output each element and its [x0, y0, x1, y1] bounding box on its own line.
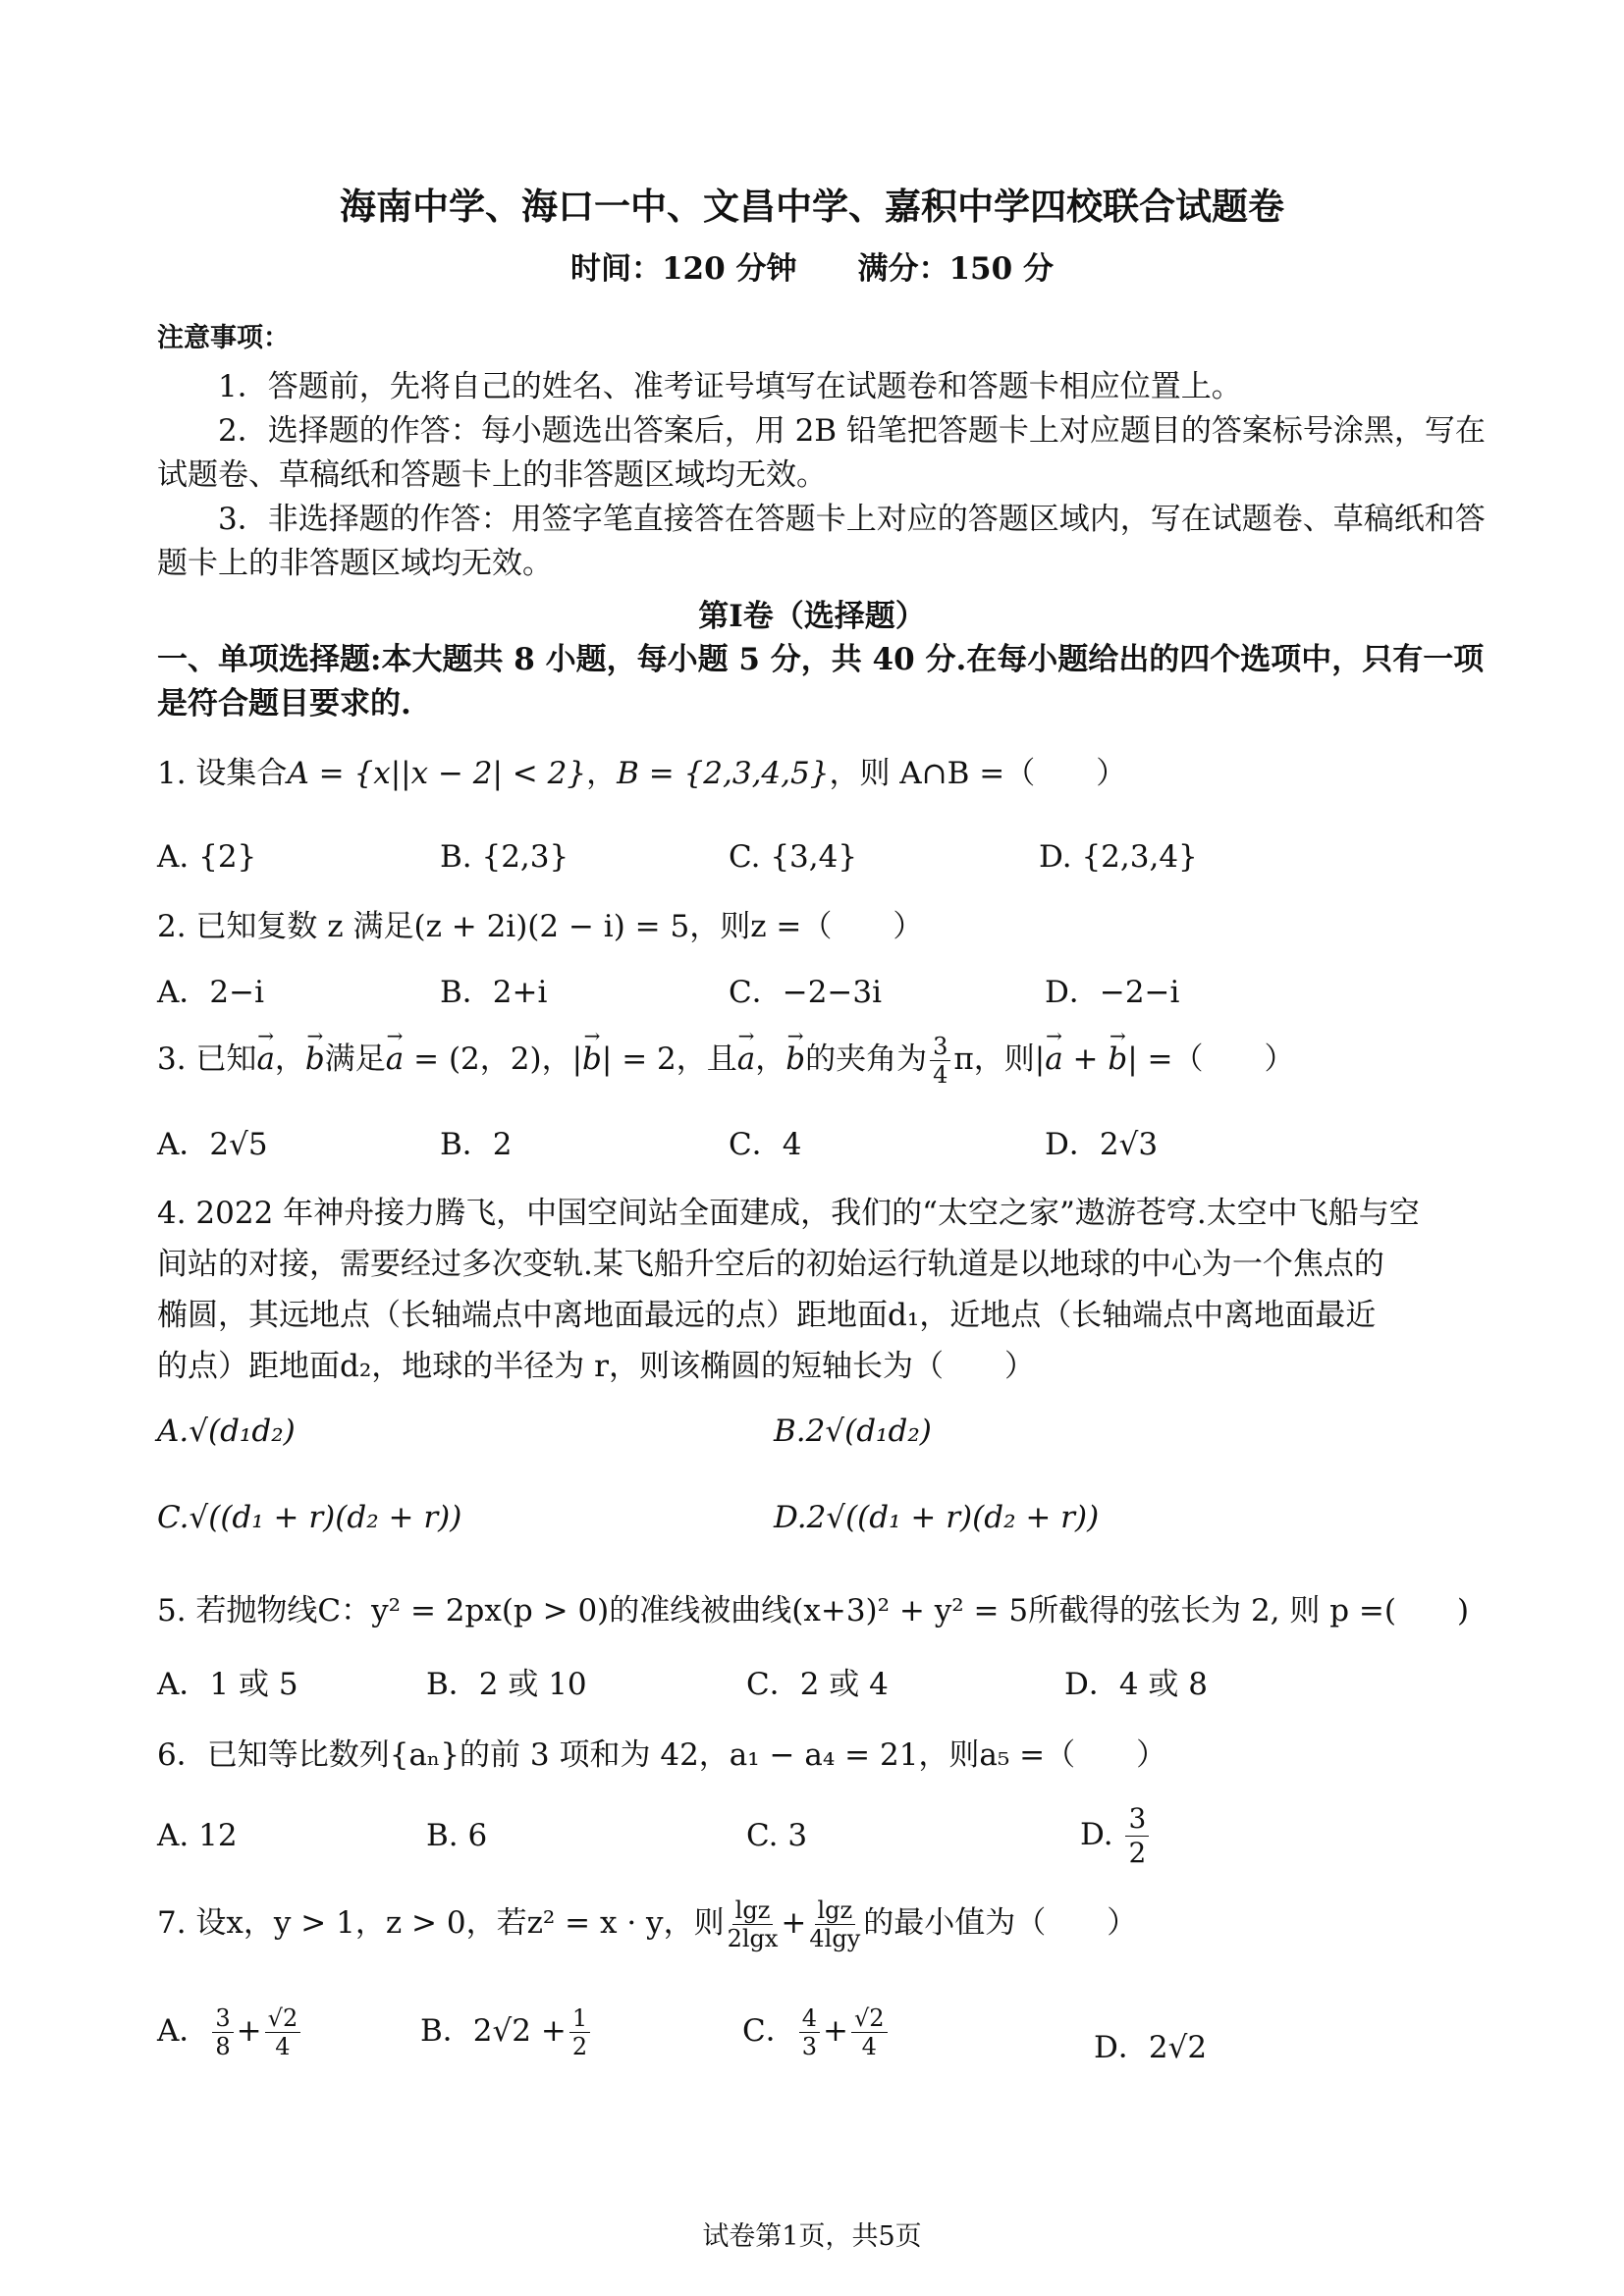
question-1-stem	[157, 748, 1126, 792]
section-title: 第Ⅰ卷（选择题）	[698, 599, 926, 634]
q3-option-c: C．4	[729, 1127, 802, 1162]
q1-set-a: A = {x||x − 2| < 2}	[287, 756, 587, 791]
question-4-line-4: 的点）距地面d₂，地球的半径为 r，则该椭圆的短轴长为（ ）	[157, 1349, 1035, 1384]
q6-option-d-fraction	[1125, 1802, 1149, 1870]
q1-option-a: A. {2}	[157, 839, 257, 875]
q1-option-d: D. {2,3,4}	[1039, 839, 1198, 875]
notice-item-1: 1．答题前，先将自己的姓名、准考证号填写在试题卷和答题卡相应位置上。	[218, 369, 1242, 404]
q3-angle-fraction	[930, 1033, 950, 1089]
q7-a-d2: 4	[275, 2033, 291, 2060]
q7-c-n1: 4	[799, 2004, 820, 2033]
q3-text-c: 的夹角为	[805, 1041, 928, 1077]
q7-a-n2: √2	[265, 2004, 301, 2033]
q7-option-b	[420, 2004, 593, 2060]
q6-option-c: C. 3	[746, 1818, 808, 1853]
q3-vector-a-4: → a	[1045, 1041, 1062, 1077]
q7-a-d1: 8	[215, 2033, 231, 2060]
q7-a-frac-2	[265, 2004, 301, 2060]
q2-option-a: A．2−i	[157, 975, 264, 1010]
q7-b-pre: 2√2 +	[472, 2013, 567, 2049]
q7-f2-num: lgz	[815, 1896, 856, 1925]
q6-d-num: 3	[1125, 1802, 1149, 1837]
q3-vector-a-2: → a	[386, 1041, 404, 1077]
q6-option-b: B. 6	[426, 1818, 488, 1853]
q3-text-d: π，则|	[953, 1041, 1046, 1077]
q3-text-e: | =（ ）	[1127, 1041, 1295, 1077]
q3-frac-den: 4	[933, 1061, 948, 1089]
q6-option-d	[1080, 1802, 1152, 1870]
question-2-stem: 2. 已知复数 z 满足(z + 2i)(2 − i) = 5，则z =（ ）	[157, 909, 924, 944]
q7-option-c: C． $\frac{4}{3}$ + $\frac{√2}{4}$	[742, 2004, 891, 2060]
q2-option-d: D．−2−i	[1045, 975, 1180, 1010]
q3-vector-a: → a	[256, 1041, 274, 1077]
q6-d-den: 2	[1128, 1837, 1147, 1869]
q4-option-d: D.2√((d₁ + r)(d₂ + r))	[774, 1500, 1100, 1535]
q7-a-label: A．	[157, 2013, 210, 2049]
q7-c-d2: 4	[861, 2033, 877, 2060]
q1-ask: ，则 A∩B =（ ）	[829, 756, 1127, 791]
notice-item-2: 2．选择题的作答：每小题选出答案后，用 2B 铅笔把答题卡上对应题目的答案标号涂黑，写在试题卷、草稿纸和答题卡上的非答题区域均无效。	[157, 413, 1486, 493]
q7-c-label: C．	[742, 2013, 796, 2049]
q7-fraction-1	[728, 1896, 779, 1952]
q7-f1-den: 2lgx	[727, 1925, 779, 1952]
q3-option-b: B．2	[440, 1127, 513, 1162]
q7-text-a: 7. 设x，y > 1，z > 0，若z² = x · y，则	[157, 1905, 725, 1941]
q3-frac-num: 3	[930, 1033, 950, 1061]
question-6-stem: 6．已知等比数列{aₙ}的前 3 项和为 42，a₁ − a₄ = 21，则a₅ =（ ）	[157, 1737, 1167, 1773]
q7-b-d: 2	[571, 2033, 588, 2060]
notice-heading: 注意事项：	[157, 323, 290, 353]
question-4-line-3: 椭圆，其远地点（长轴端点中离地面最远的点）距地面d₁，近地点（长轴端点中离地面最近	[157, 1298, 1377, 1333]
question-5-stem: 5. 若抛物线C：y² = 2px(p > 0)的准线被曲线(x+3)² + y² = 5所截得的弦长为 2, 则 p =( )	[157, 1593, 1470, 1629]
notice-item-3: 3．非选择题的作答：用签字笔直接答在答题卡上对应的答题区域内，写在试题卷、草稿纸和答题卡上的非答题区域均无效。	[157, 502, 1486, 581]
question-7-stem	[157, 1896, 1137, 1952]
q3-text-a: 3. 已知	[157, 1041, 257, 1077]
q7-text-b: 的最小值为（ ）	[863, 1905, 1138, 1941]
q5-option-c: C．2 或 4	[746, 1667, 889, 1702]
q3-vector-a-3: → a	[737, 1041, 755, 1077]
q1-set-b: B = {2,3,4,5}	[617, 756, 830, 791]
question-3-stem: 3. 已知→ a，→ b满足→ a = (2，2)，|→ b| = 2，且→ a，→ b的夹角为 $\frac{3}{4}$ π，则|→ a + → b| =（ ）	[157, 1033, 1295, 1089]
q3-vector-b: → b	[305, 1041, 325, 1077]
q3-eq: = (2，2)，|	[413, 1041, 583, 1077]
q7-b-label: B．	[420, 2013, 473, 2049]
question-4-line-2: 间站的对接，需要经过多次变轨.某飞船升空后的初始运行轨道是以地球的中心为一个焦点的	[157, 1247, 1384, 1282]
q7-b-frac	[569, 2004, 590, 2060]
q1-option-c: C. {3,4}	[729, 839, 858, 875]
q7-a-n1: 3	[212, 2004, 233, 2033]
q4-option-c: C.√((d₁ + r)(d₂ + r))	[157, 1500, 462, 1535]
q3-option-d: D．2√3	[1045, 1127, 1159, 1162]
q5-option-a: A．1 或 5	[157, 1667, 298, 1702]
q7-fraction-2	[809, 1896, 860, 1952]
q3-vector-b-3: → b	[785, 1041, 805, 1077]
q7-a-frac-1	[212, 2004, 233, 2060]
q1-text: 1. 设集合	[157, 756, 288, 791]
q2-option-b: B．2+i	[440, 975, 548, 1010]
q3-text-b: 满足	[324, 1041, 386, 1077]
q5-option-d: D．4 或 8	[1064, 1667, 1209, 1702]
section-instruction: 一、单项选择题:本大题共 8 小题，每小题 5 分，共 40 分.在每小题给出的四个选项中，只有一项是符合题目要求的.	[157, 642, 1485, 721]
q7-c-frac-2	[851, 2004, 888, 2060]
exam-title: 海南中学、海口一中、文昌中学、嘉积中学四校联合试题卷	[340, 185, 1284, 228]
q1-option-b: B. {2,3}	[440, 839, 569, 875]
q3-eq2: | = 2，且	[601, 1041, 737, 1077]
q3-vector-b-4: → b	[1108, 1041, 1127, 1077]
q2-option-c: C．−2−3i	[729, 975, 883, 1010]
q7-b-n: 1	[569, 2004, 590, 2033]
q7-c-d1: 3	[801, 2033, 818, 2060]
q7-plus: +	[781, 1905, 807, 1941]
q7-option-d: D．2√2	[1094, 2030, 1208, 2065]
q7-f2-den: 4lgy	[809, 1925, 861, 1952]
q4-option-a: A.√(d₁d₂)	[157, 1414, 296, 1449]
q6-option-d-label: D.	[1080, 1817, 1113, 1852]
page-footer: 试卷第1页，共5页	[702, 2221, 922, 2252]
q7-option-a: A． $\frac{3}{8}$ + $\frac{√2}{4}$	[157, 2004, 303, 2060]
q1-sep: ，	[586, 756, 618, 791]
q3-vector-b-2: → b	[582, 1041, 602, 1077]
q3-option-a: A．2√5	[157, 1127, 268, 1162]
exam-time-score: 时间：120 分钟 满分：150 分	[569, 251, 1054, 287]
q4-option-b: B.2√(d₁d₂)	[774, 1414, 932, 1449]
q5-option-b: B．2 或 10	[426, 1667, 587, 1702]
q7-f1-num: lgz	[732, 1896, 774, 1925]
q7-c-n2: √2	[851, 2004, 888, 2033]
q6-option-a: A. 12	[157, 1818, 238, 1853]
q7-c-frac-1	[799, 2004, 820, 2060]
question-4-line-1: 4. 2022 年神舟接力腾飞，中国空间站全面建成，我们的“太空之家”遨游苍穹.太空中飞船与空	[157, 1196, 1420, 1231]
